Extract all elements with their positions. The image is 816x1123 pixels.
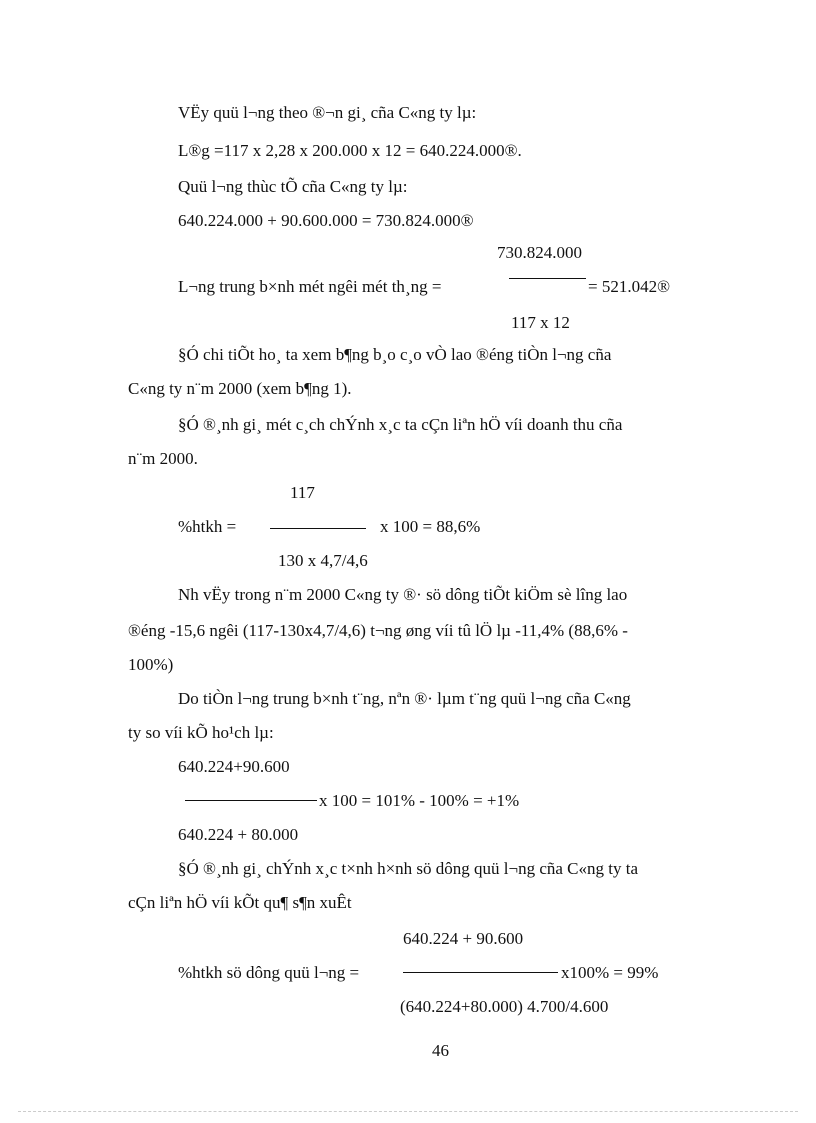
fraction-result: = 521.042®: [588, 277, 671, 296]
fraction-denominator: 640.224 + 80.000: [178, 825, 299, 844]
paragraph-line: C«ng ty n¨m 2000 (xem b¶ng 1).: [128, 379, 352, 398]
text-line: Quü l¬ng thùc tÕ cña C«ng ty lµ:: [178, 177, 408, 196]
paragraph-line: 100%): [128, 655, 174, 674]
fraction-label: %htkh sö dông quü l¬ng =: [178, 963, 360, 982]
fraction-result: x 100 = 101% - 100% = +1%: [319, 791, 520, 810]
fraction-bar: [403, 972, 558, 973]
fraction-denominator: 117 x 12: [511, 313, 570, 332]
paragraph-line: §Ó ®¸nh gi¸ mét c¸ch chÝnh x¸c ta cÇn liªn hÖ víi doanh thu cña: [178, 415, 623, 434]
paragraph-line: Nh vËy trong n¨m 2000 C«ng ty ®· sö dông tiÕt kiÖm sè lîng lao: [178, 585, 628, 604]
page-footer-rule: [18, 1111, 798, 1112]
fraction-numerator: 640.224+90.600: [178, 757, 290, 776]
text-line: VËy quü l¬ng theo ®¬n gi¸ cña C«ng ty lµ:: [178, 103, 477, 122]
paragraph-line: ®éng -15,6 ngêi (117-130x4,7/4,6) t¬ng øng víi tû lÖ lµ -11,4% (88,6% -: [128, 621, 628, 640]
paragraph-line: §Ó chi tiÕt ho¸ ta xem b¶ng b¸o c¸o vÒ lao ®éng tiÒn l¬ng cña: [178, 345, 612, 364]
paragraph-line: ty so víi kÕ ho¹ch lµ:: [128, 723, 274, 742]
fraction-numerator: 730.824.000: [497, 243, 582, 262]
fraction-result: x100% = 99%: [561, 963, 659, 982]
fraction-bar: [185, 800, 317, 801]
text-line: 640.224.000 + 90.600.000 = 730.824.000®: [178, 211, 474, 230]
paragraph-line: n¨m 2000.: [128, 449, 198, 468]
fraction-denominator: (640.224+80.000) 4.700/4.600: [400, 997, 609, 1016]
page-number: 46: [432, 1041, 449, 1060]
fraction-bar: [509, 278, 586, 279]
text-line: L®g =117 x 2,28 x 200.000 x 12 = 640.224.000®.: [178, 141, 522, 160]
fraction-label: L¬ng trung b×nh mét ngêi mét th¸ng =: [178, 277, 442, 296]
fraction-denominator: 130 x 4,7/4,6: [278, 551, 368, 570]
fraction-bar: [270, 528, 366, 529]
paragraph-line: Do tiÒn l¬ng trung b×nh t¨ng, nªn ®· lµm t¨ng quü l¬ng cña C«ng: [178, 689, 631, 708]
fraction-label: %htkh =: [178, 517, 237, 536]
paragraph-line: §Ó ®¸nh gi¸ chÝnh x¸c t×nh h×nh sö dông quü l¬ng cña C«ng ty ta: [178, 859, 639, 878]
fraction-numerator: 640.224 + 90.600: [403, 929, 524, 948]
fraction-result: x 100 = 88,6%: [380, 517, 481, 536]
paragraph-line: cÇn liªn hÖ víi kÕt qu¶ s¶n xuÊt: [128, 893, 352, 912]
fraction-numerator: 117: [290, 483, 315, 502]
